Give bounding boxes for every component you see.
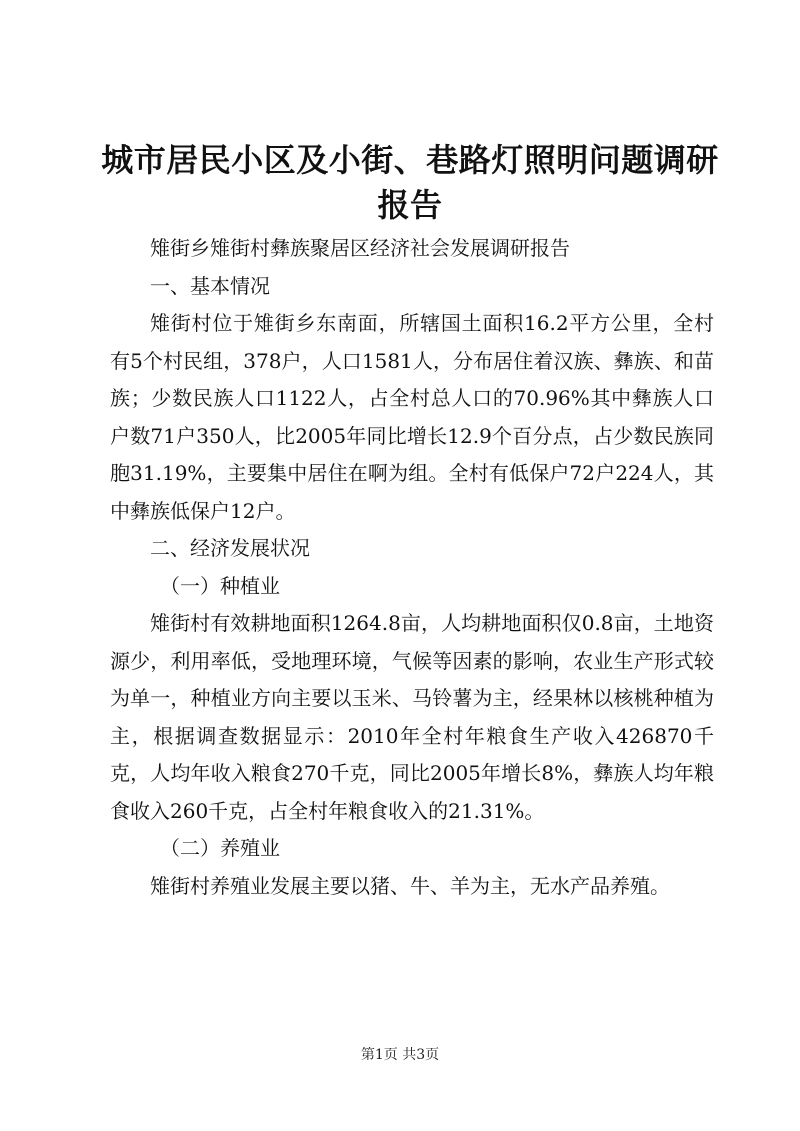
section-heading-economy: 二、经济发展状况 [150, 536, 310, 560]
paragraph-basic-situation: 雉街村位于雉街乡东南面，所辖国土面积16.2平方公里，全村有5个村民组，378户，人口1581人，分布居住着汉族、彝族、和苗族；少数民族人口1122人，占全村总人口的70.96%其中彝族人口户数71户350人，比2005年同比增长12.9个百分点，占少数民族同胞31.19%，主要集中居住在啊为组。全村有低保户72户224人，其中彝族低保户12户。 [110, 311, 714, 523]
subsection-heading-breeding: （二）养殖业 [160, 836, 280, 860]
document-body [110, 230, 714, 905]
subtitle-paragraph: 雉街乡雉街村彝族聚居区经济社会发展调研报告 [150, 236, 570, 260]
paragraph-planting: 雉街村有效耕地面积1264.8亩，人均耕地面积仅0.8亩，土地资源少，利用率低，受地理环境，气候等因素的影响，农业生产形式较为单一，种植业方向主要以玉米、马铃薯为主，经果林以核桃种植为主，根据调查数据显示：2010年全村年粮食生产收入426870千克，人均年收入粮食270千克，同比2005年增长8%，彝族人均年粮食收入260千克，占全村年粮食收入的21.31%。 [110, 611, 714, 823]
section-heading-basic: 一、基本情况 [150, 273, 270, 298]
paragraph-breeding: 雉街村养殖业发展主要以猪、牛、羊为主，无水产品养殖。 [150, 873, 670, 898]
page-number-footer: 第1页 共3页 [360, 1047, 440, 1063]
subsection-heading-planting: （一）种植业 [160, 573, 280, 598]
document-title: 城市居民小区及小街、巷路灯照明问题调研报告 [101, 141, 719, 224]
